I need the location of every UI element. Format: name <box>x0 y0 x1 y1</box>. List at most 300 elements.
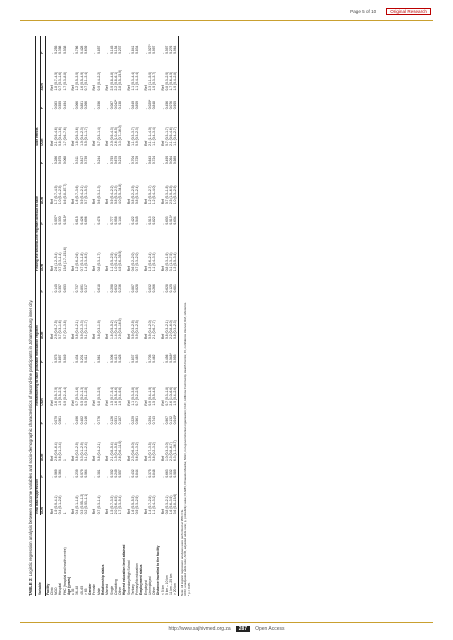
table-cell: 0.822 <box>151 216 156 225</box>
table-cell: - <box>50 52 55 54</box>
table-cell: Ref <box>126 333 131 339</box>
table-cell: 0.7 (0.2–2.0) <box>134 386 139 406</box>
table-cell: - <box>105 223 110 225</box>
table-cell: Ref <box>105 140 110 146</box>
table-cell: - <box>143 223 148 225</box>
table-cell: 0.837 <box>130 354 135 363</box>
table-cell: 0.9 (0.3–2.5) <box>134 320 139 339</box>
table-cell: - <box>160 163 165 165</box>
table-cell: - <box>92 423 97 425</box>
table-cell: 1 <box>62 512 67 515</box>
table-cell: - <box>92 108 97 110</box>
table-cell: 0.4 (0.1–1.8) <box>75 495 80 515</box>
table-cell: 0.027* <box>147 44 152 54</box>
table-cell: 0.126 <box>109 416 114 425</box>
table-cell: 1.6 (0.6–3.9) <box>168 495 173 515</box>
table-cell: 0.332 <box>168 469 173 478</box>
table-cell: Ref <box>143 199 148 205</box>
table-cell: 0.6 (0.3–1.3) <box>96 185 101 205</box>
table-cell: - <box>126 223 131 225</box>
table-cell: 1.4 (0.3–6.3) <box>83 252 88 272</box>
table-cell: 0.015* <box>62 215 67 225</box>
group-header: Side effects <box>36 36 41 147</box>
table-cell: 0.531 <box>113 416 118 425</box>
table-cell: 0.8 (0.3–1.7) <box>96 252 101 272</box>
table-cell: 0.3 (0.05–1.2) <box>79 493 84 515</box>
table-cell: - <box>92 361 97 363</box>
table-cell: 0.462 <box>151 354 156 363</box>
table-cell: Ref <box>50 509 55 515</box>
table-note: UOR, unadjusted odds ratio; AOR, adjusted odds ratio; p, probability value; CHWN, Chiawelo Masiba; NGO, non-governmental organisation; FHC, Hillbrow Community Health Centre; CI, confidence interval; Ref, reference. <box>183 301 188 596</box>
table-cell: 0.087 <box>109 100 114 110</box>
table-cell: 2.8 (0.5–15.9) <box>117 69 122 91</box>
table-cell: 0.8 (0.3–2.0) <box>96 386 101 406</box>
table-cell: 0.967 <box>164 416 169 425</box>
table-cell: 1.8 (0.9–3.6) <box>75 127 80 146</box>
table-cell: - <box>105 361 110 363</box>
table-cell: 0.6 (0.1–3.2) <box>134 442 139 461</box>
table-cell: 0.949 <box>62 354 67 363</box>
table-cell: 2.9 (0.9–7.5) <box>54 320 59 339</box>
table-cell: 2.6 (0.6–11.0) <box>117 440 122 461</box>
table-cell: 0.381 <box>96 469 101 478</box>
table-cell: 0.9 (0.4–2.0) <box>147 320 152 339</box>
table-cell: Ref <box>71 400 76 406</box>
regression-table <box>35 36 179 596</box>
table-cell: 0.286 <box>54 155 59 165</box>
table-cell: 1.7 (0.6–7.6) <box>62 127 67 146</box>
table-cell: 1.9 (0.9–4.1) <box>54 495 59 515</box>
table-cell: 0.618 <box>96 284 101 293</box>
table-cell: Ref <box>50 400 55 406</box>
table-cell: 0.8 (0.3–2.0) <box>164 71 169 91</box>
table-cell: 0.7 (0.3–1.4) <box>96 495 101 515</box>
table-cell: Ref <box>71 266 76 272</box>
row-label: NGO <box>54 587 59 595</box>
footer-url[interactable]: http://www.sajhivmed.org.za <box>168 626 231 632</box>
table-cell: 0.9 (0.3–2.9) <box>130 320 135 339</box>
table-cell: Ref <box>126 400 131 406</box>
table-cell: Ref <box>92 199 97 205</box>
table-cell: - <box>105 291 110 293</box>
table-cell: Ref <box>105 266 110 272</box>
table-cell: 1.6 (0.5–5.3) <box>130 495 135 515</box>
table-cell: Ref <box>143 455 148 461</box>
table-cell: Ref <box>160 333 165 339</box>
table-cell: 0.5 (0.1–1.7) <box>83 127 88 146</box>
table-cell: 0.5 (0.2–1.3) <box>79 386 84 406</box>
table-cell: 0.832 <box>147 284 152 293</box>
table-cell: 0.900 <box>174 91 179 110</box>
table-cell: 0.215 <box>117 155 122 165</box>
table-cell: Ref <box>160 85 165 91</box>
table-cell: 0.550 <box>58 100 63 110</box>
table-cell: 1.6 (0.7–3.6) <box>75 185 80 205</box>
table-cell: 1.1 (0.3–3.7) <box>130 127 135 146</box>
section-label: Gender <box>88 583 93 595</box>
table-cell: - <box>50 163 55 165</box>
table-cell: - <box>50 361 55 363</box>
sub-header-cell: P <box>41 407 46 426</box>
sub-header-cell: P <box>41 272 46 293</box>
table-cell: - <box>50 108 55 110</box>
table-cell: 0.076 <box>168 100 173 110</box>
table-cell: - <box>126 52 131 54</box>
table-cell: 6.3 (1.1–36.7) <box>174 425 179 462</box>
table-cell: 1.5 (0.7–3.5) <box>147 442 152 461</box>
table-cell: 0.743 <box>151 416 156 425</box>
table-cell: 1.0 (0.4–2.6) <box>113 252 118 272</box>
table-cell: 0.144 <box>117 216 122 225</box>
table-cell: Ref <box>143 509 148 515</box>
table-cell: Ref <box>71 85 76 91</box>
table-cell: 0.317 <box>83 284 88 293</box>
table-cell: - <box>92 476 97 478</box>
table-cell: 3.1 (1.3–7.5) <box>168 252 173 272</box>
table-cell: 1.5 (0.4–5.8) <box>113 442 118 461</box>
table-cell: 0.881 <box>79 100 84 110</box>
table-cell: 0.9 (0.2–4.4) <box>62 386 67 406</box>
table-title-label: TABLE 3: <box>28 577 33 596</box>
table-cell: - <box>92 52 97 54</box>
row-label: Clinic <box>50 586 55 595</box>
table-cell: 0.729 <box>134 155 139 165</box>
footer-rule <box>20 622 433 623</box>
table-cell: 0.7 (0.3–1.7) <box>164 127 169 146</box>
table-cell: Ref <box>50 199 55 205</box>
table-cell: 0.7 (0.1–5.3) <box>83 185 88 205</box>
table-cell: 0.306 <box>109 354 114 363</box>
table-cell: - <box>160 52 165 54</box>
row-label: Female <box>92 584 97 595</box>
table-cell: 1.0 (0.3–3.7) <box>151 71 156 91</box>
table-cell: 2.5 (1.0–6.5) <box>168 185 173 205</box>
table-cell: Ref <box>92 333 97 339</box>
table-cell: 3.6 (0.8–15.6) <box>174 479 179 516</box>
table-cell: 1.3 (0.6–2.4) <box>147 252 152 272</box>
table-cell: 2.6 (1.0–6.6) <box>168 386 173 406</box>
table-cell: 1.7 (0.3–9.4) <box>117 495 122 515</box>
table-cell: 0.891 <box>79 284 84 293</box>
table-cell: 0.995 <box>174 340 179 364</box>
table-cell: 0.679 <box>113 155 118 165</box>
table-cell: 0.187 <box>117 416 122 425</box>
sub-header-cell: UOR <box>41 226 46 273</box>
table-cell: - <box>143 163 148 165</box>
table-cell: 1.2 (0.5–3.0) <box>75 71 80 91</box>
table-cell: 0.255 <box>54 45 59 54</box>
table-cell: 0.777 <box>109 216 114 225</box>
table-cell: 1.5 (0.7–3.4) <box>109 386 114 406</box>
table-cell: Ref <box>105 85 110 91</box>
table-cell: 0.513 <box>147 216 152 225</box>
table-cell: 0.7 (0.3–2.0) <box>134 252 139 272</box>
table-cell: 1.0 (0.4–2.8) <box>174 55 179 92</box>
table-cell: - <box>143 291 148 293</box>
table-cell: 0.848 <box>151 100 156 110</box>
table-cell: 2.6 (1.2–5.4) <box>54 252 59 272</box>
table-cell: 0.302 <box>109 469 114 478</box>
table-cell: 0.561 <box>96 354 101 363</box>
table-note: * p < 0.05. <box>187 582 192 596</box>
table-cell: 0.145 <box>54 284 59 293</box>
section-label: Age (years) <box>67 577 72 595</box>
table-cell: 0.298 <box>109 284 114 293</box>
table-cell: 0.432 <box>130 469 135 478</box>
table-cell: Ref <box>50 333 55 339</box>
table-cell: 0.8 (0.4–2.1) <box>96 442 101 461</box>
table-cell: 0.2 (0.03–1.1) <box>83 493 88 515</box>
table-cell: Ref <box>143 333 148 339</box>
table-cell: - <box>71 476 76 478</box>
table-cell: Ref <box>50 140 55 146</box>
table-cell: 0.663 <box>164 469 169 478</box>
sub-header-cell: P <box>41 340 46 364</box>
table-cell: 0.083 <box>54 100 59 110</box>
sub-header-cell: UOR <box>41 364 46 407</box>
table-cell: - <box>126 423 131 425</box>
table-cell: 0.8 (0.3–1.9) <box>164 252 169 272</box>
table-cell: 0.887 <box>130 284 135 293</box>
table-cell: 2.3 (0.6–9.0) <box>130 442 135 461</box>
table-cell: Ref <box>126 455 131 461</box>
table-cell: 0.5 (0.1–2.8) <box>83 386 88 406</box>
row-label: FHC (hospital and health centre) <box>62 547 67 595</box>
table-cell: 0.615 <box>75 216 80 225</box>
row-label: Other <box>117 586 122 595</box>
table-cell: 1.8 (0.7–4.5) <box>54 71 59 91</box>
table-cell: 1.4 (0.4–5.2) <box>113 320 118 339</box>
table-cell: 0.482 <box>79 416 84 425</box>
table-cell: 0.7 (0.3–1.8) <box>79 252 84 272</box>
table-cell: 1.1 (0.5–2.5) <box>109 252 114 272</box>
row-label: < 5 km <box>160 585 165 595</box>
row-label: > 65 <box>83 588 88 595</box>
sub-header-cell: UOR <box>41 110 46 147</box>
table-cell: 2.1 (1.1–4.0) <box>147 127 152 146</box>
table-cell: 0.075 <box>54 354 59 363</box>
table-cell: - <box>143 108 148 110</box>
table-cell: 1.5 (0.5–4.8) <box>151 386 156 406</box>
table-cell: 0.557 <box>117 469 122 478</box>
table-cell: - <box>50 476 55 478</box>
table-cell: - <box>71 423 76 425</box>
section-label: Employment status <box>139 564 144 595</box>
table-cell: 1.7 (0.7–4.5) <box>54 185 59 205</box>
table-cell: 0.237 <box>117 45 122 54</box>
table-cell: 0.266 <box>151 284 156 293</box>
open-access-label: Open Access <box>255 626 285 632</box>
table-cell: - <box>143 423 148 425</box>
table-cell: 1.0 (0.3–2.9) <box>174 165 179 205</box>
row-label: Married <box>105 583 110 595</box>
table-cell: 0.357 <box>58 284 63 293</box>
section-label: Original Research <box>386 8 431 15</box>
table-cell: 4.0 (0.5–34.8) <box>117 183 122 205</box>
table-row <box>174 36 179 596</box>
table-cell: Ref <box>160 266 165 272</box>
table-cell: Ref <box>160 199 165 205</box>
table-cell: - <box>105 163 110 165</box>
row-label: Cohabiting <box>113 579 118 595</box>
table-cell: 0.7 (0.3–1.8) <box>164 185 169 205</box>
table-cell: 0.1 (0.1–2.4) <box>83 442 88 461</box>
table-cell: Ref <box>71 455 76 461</box>
table-cell: 0.146 <box>83 416 88 425</box>
table-cell: Ref <box>160 455 165 461</box>
table-cell: 0.428 <box>117 354 122 363</box>
table-cell: 0.8 (0.3–1.9) <box>96 320 101 339</box>
table-cell: 0.029* <box>147 99 152 110</box>
section-label: Facility <box>45 583 50 595</box>
table-cell: 2.2 (0.8–6.0) <box>168 320 173 339</box>
table-body <box>46 36 179 596</box>
table-cell: 0.249 <box>113 469 118 478</box>
section-label: Highest education level attained <box>122 544 127 595</box>
table-cell: 0.125 <box>168 284 173 293</box>
table-cell: 0.013* <box>168 215 173 225</box>
table-cell: 2.6 (1.0–6.5) <box>113 127 118 146</box>
table-cell: 0.828 <box>134 284 139 293</box>
row-label: Primary/No education <box>134 563 139 595</box>
table-cell: 0.604 <box>174 205 179 226</box>
table-cell: - <box>143 361 148 363</box>
table-title-text: Logistic regression analysis between outcome variables and socio-demographic characteristics of second-line participants in Johannesburg inner city. <box>28 299 33 578</box>
table-cell: 0.997 <box>151 45 156 54</box>
table-cell: 1.7 (0.6–4.5) <box>168 71 173 91</box>
table-cell: Ref <box>143 400 148 406</box>
table-cell: - <box>126 108 131 110</box>
table-cell: 1.2 (0.5–2.7) <box>147 185 152 205</box>
table-cell: - <box>71 163 76 165</box>
table-cell: Ref <box>160 509 165 515</box>
table-cell: - <box>160 108 165 110</box>
row-label: 5 km – 10 km <box>164 575 169 595</box>
table-cell: 0.201 <box>79 354 84 363</box>
table-notes <box>181 36 192 596</box>
table-cell: 2.1 (0.8–5.4) <box>109 442 114 461</box>
table-cell: 0.8 (0.4–2.1) <box>75 320 80 339</box>
table-cell: 1 <box>62 459 67 461</box>
table-cell: 0.8 (0.2–2.9) <box>75 442 80 461</box>
table-cell: 0.681 <box>174 272 179 293</box>
table-cell: 0.132 <box>168 416 173 425</box>
table-cell: 0.398 <box>58 45 63 54</box>
table-cell: 2.0 (0.9–4.3) <box>109 127 114 146</box>
table-cell: Ref <box>50 455 55 461</box>
table-cell: 1.1 (0.3–4.4) <box>130 71 135 91</box>
sub-header-cell: P <box>41 147 46 165</box>
table-cell: Ref <box>92 140 97 146</box>
table-cell: 0.9 (0.4–2.2) <box>96 71 101 91</box>
table-cell: 0.844 <box>134 469 139 478</box>
table-cell: Ref <box>143 266 148 272</box>
table-cell: Ref <box>92 266 97 272</box>
table-cell: 1.3 (0.5–3.4) <box>174 226 179 273</box>
table-cell: 0.138 <box>117 100 122 110</box>
table-cell: 1.7 (0.3–8.8) <box>62 71 67 91</box>
page-label: Page 5 of 10 <box>350 9 377 14</box>
table-cell: - <box>160 223 165 225</box>
table-cell: 0.294 <box>147 416 152 425</box>
table-cell: 0.561 <box>58 416 63 425</box>
table-cell: Ref <box>50 266 55 272</box>
table-cell: 0.236 <box>117 284 122 293</box>
table-cell: 0.7 (0.3–1.6) <box>58 320 63 339</box>
table-cell: Ref <box>105 509 110 515</box>
row-label: Unemployed <box>147 576 152 595</box>
table-cell: 1.1 (0.4–3.4) <box>151 127 156 146</box>
table-cell: Ref <box>92 509 97 515</box>
row-label: Single <box>109 585 114 595</box>
table-cell: 1.2 (0.6–2.6) <box>75 252 80 272</box>
table-cell: 2.6 (0.9–6.4) <box>54 442 59 461</box>
table-cell: 0.145 <box>109 45 114 54</box>
table-cell: 1.1 (0.4–3.3) <box>151 252 156 272</box>
sub-header-cell: P <box>41 205 46 226</box>
table-cell: - <box>50 291 55 293</box>
table-cell: 0.054 <box>168 155 173 165</box>
table-cell: 0.848 <box>151 469 156 478</box>
table-cell: 0.841 <box>130 45 135 54</box>
table-cell: 0.9 (0.4–2.1) <box>79 185 84 205</box>
table-cell: 0.079 <box>54 416 59 425</box>
sub-header-cell: AOR <box>41 425 46 462</box>
table-cell: 1.0 (0.4–2.6) <box>174 364 179 407</box>
table-cell: 1.1 (0.4–3.4) <box>134 71 139 91</box>
table-cell: 0.079 <box>79 469 84 478</box>
table-cell: 0.786 <box>75 45 80 54</box>
table-cell: - <box>71 223 76 225</box>
table-cell: 0.9 (0.2–3.3) <box>79 320 84 339</box>
table-cell: 0.9 (0.3–2.9) <box>134 495 139 515</box>
table-cell: 0.494 <box>62 100 67 110</box>
table-cell: - <box>71 108 76 110</box>
table-cell: 0.9 (0.4–1.9) <box>147 386 152 406</box>
table-cell: 8.6 (0.8–87.7) <box>62 183 67 205</box>
table-cell: Ref <box>126 140 131 146</box>
sub-header-cell: AOR <box>41 293 46 340</box>
table-cell: 1.8 (0.5–5.2) <box>109 320 114 339</box>
table-cell: Ref <box>105 333 110 339</box>
row-label: > 20 km <box>174 515 179 596</box>
table-cell: 0.478 <box>96 216 101 225</box>
table-cell: 0.422 <box>130 216 135 225</box>
table-cell: 0.597 <box>164 45 169 54</box>
table-cell: 1.4 (0.7–2.8) <box>147 495 152 515</box>
table-cell: 0.229 <box>130 416 135 425</box>
table-cell: - <box>160 291 165 293</box>
table-cell: 3.3 (0.7–16.0) <box>117 125 122 146</box>
table-cell: 0.6 (0.2–2.0) <box>130 252 135 272</box>
table-cell: 0.809 <box>134 100 139 110</box>
table-cell: 0.7 (0.3–1.4) <box>58 252 63 272</box>
table-cell: 0.040* <box>174 407 179 426</box>
sub-header-cell: UOR <box>41 479 46 516</box>
table-cell: Ref <box>126 509 131 515</box>
table-cell: 0.964 <box>174 36 179 55</box>
table-cell: Ref <box>71 509 76 515</box>
header-rule <box>20 20 433 21</box>
table-cell: 0.6 (0.1–3.4) <box>58 442 63 461</box>
table-cell: Ref <box>143 85 148 91</box>
table-cell: Ref <box>143 140 148 146</box>
table-cell: Ref <box>160 400 165 406</box>
table-cell: 0.042* <box>113 99 118 110</box>
table-cell: 0.311 <box>75 156 80 165</box>
table-cell: 1.1 (0.4–3.2) <box>151 495 156 515</box>
table-cell: 0.244 <box>96 155 101 165</box>
